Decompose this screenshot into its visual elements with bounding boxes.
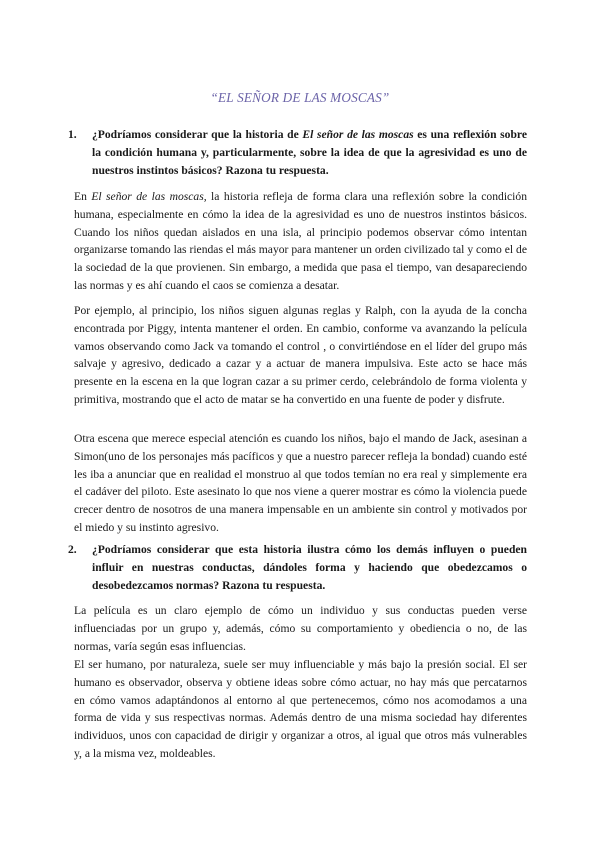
paragraph-1-body: la historia refleja de forma clara una reflexión sobre la condición humana, especialmente en cómo la idea de la agresividad es uno de nuestros instintos básicos. Cuando los niños quedan aislados en una isla, al principio podemos observar cómo intentan organizarse tomando las riendas el más mayor para mantener un orden civilizado tal y como el de la sociedad de la que provienen. Sin embargo, a medida que pasa el tiempo, van desapareciendo las normas y es ahí cuando el caos se comienza a desatar. [74, 190, 527, 292]
question-2-number: 2. [68, 543, 77, 556]
answer-1-paragraph-1 [74, 188, 527, 295]
document-title: “EL SEÑOR DE LAS MOSCAS” [210, 90, 390, 105]
paragraph-1-book-title: El señor de las moscas, [91, 190, 207, 203]
question-1-text-start: ¿Podríamos considerar que la historia de [92, 128, 303, 141]
question-1-text-end: es una reflexión sobre la condición humana y, particularmente, sobre la idea de que la agresividad es uno de nuestros instintos básicos? Razona tu respuesta. [92, 128, 528, 177]
question-1-book-title: El señor de las moscas [302, 128, 414, 141]
question-1 [68, 126, 528, 180]
answer-1-paragraph-3: Otra escena que merece especial atención es cuando los niños, bajo el mando de Jack, asesinan a Simon(uno de los personajes más pacíficos y que a nuestro parecer refleja la bondad) cuando esté les iba a anunciar que en realidad el monstruo al que todos temían no era real y simplemente era el cadáver del piloto. Este asesinato lo que nos viene a querer mostrar es cómo la violencia puede crecer dentro de nosotros de una manera impensable en un ambiente sin control y motivados por el miedo y su instinto agresivo. [74, 432, 527, 534]
question-2-text: ¿Podríamos considerar que esta historia ilustra cómo los demás influyen o pueden influir en nuestras conductas, dándoles forma y haciendo que obedezcamos o desobedezcamos normas? Razona tu respuesta. [92, 543, 527, 592]
answer-2-paragraph-2: El ser humano, por naturaleza, suele ser muy influenciable y más bajo la presión social. El ser humano es observador, observa y obtiene ideas sobre cómo actuar, no hay más que percatarnos en cómo vamos adaptándonos al entorno al que pertenecemos, cómo nos acomodamos a una forma de vida y sus respectivas normas. Además dentro de una misma sociedad hay diferentes individuos, unos con capacidad de dirigir y organizar a otros, al igual que otros más vulnerables y, a la misma vez, moldeables. [74, 658, 527, 760]
answer-2-paragraph-1: La película es un claro ejemplo de cómo un individuo y sus conductas pueden verse influenciadas por un grupo y, además, cómo su comportamiento y obediencia o no, de las normas, varía según esas influencias. [74, 604, 527, 653]
question-1-number: 1. [68, 128, 77, 141]
question-2 [68, 541, 527, 595]
paragraph-1-lead: En [74, 190, 92, 203]
answer-1-paragraph-2: Por ejemplo, al principio, los niños siguen algunas reglas y Ralph, con la ayuda de la concha encontrada por Piggy, intenta mantener el orden. En cambio, conforme va avanzando la película vamos observando como Jack va tomando el control , o convirtiéndose en el líder del grupo más salvaje y agresivo, dedicado a cazar y a actuar de manera impulsiva. Este acto se hace más presente en la escena en la que logran cazar a su primer cerdo, celebrándolo de forma violenta y primitiva, mostrando que el acto de matar se ha convertido en una fuente de poder y disfrute. [74, 304, 527, 406]
